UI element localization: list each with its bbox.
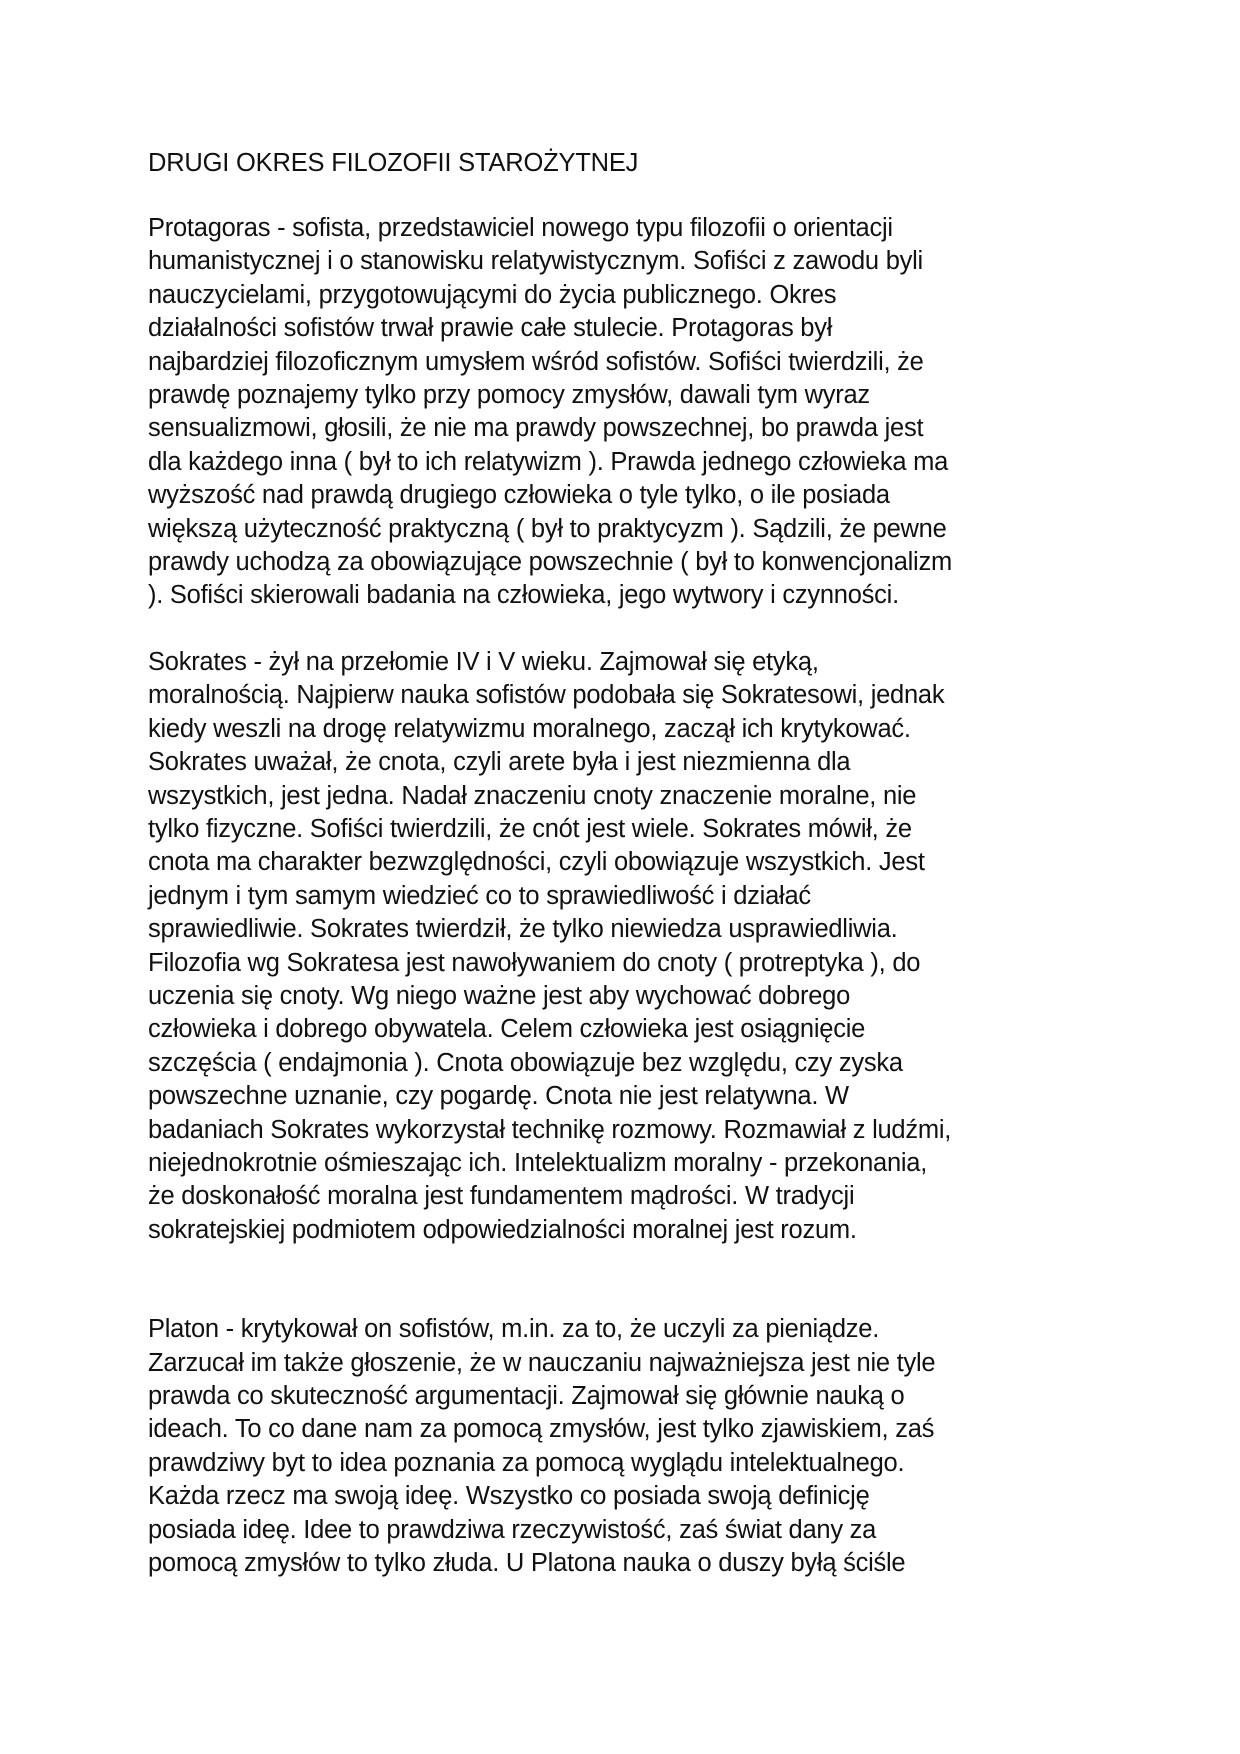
text-line: Sokrates uważał, że cnota, czyli arete była i jest niezmienna dla xyxy=(148,748,851,777)
paragraph-spacer xyxy=(148,1247,1108,1313)
text-line: sprawiedliwie. Sokrates twierdził, że tylko niewiedza usprawiedliwia. xyxy=(148,915,898,944)
paragraph-protagoras xyxy=(148,212,1108,613)
text-line: prawdę poznajemy tylko przy pomocy zmysłów, dawali tym wyraz xyxy=(148,381,870,410)
text-line: badaniach Sokrates wykorzystał technikę rozmowy. Rozmawiał z ludźmi, xyxy=(148,1115,952,1144)
text-line: prawda co skuteczność argumentacji. Zajmował się głównie nauką o xyxy=(148,1382,905,1410)
text-line: sokratejskiej podmiotem odpowiedzialności moralnej jest rozum. xyxy=(148,1215,857,1244)
text-line: szczęścia ( endajmonia ). Cnota obowiązuje bez względu, czy zyska xyxy=(148,1048,903,1077)
text-line: ideach. To co dane nam za pomocą zmysłów, jest tylko zjawiskiem, zaś xyxy=(148,1415,935,1444)
paragraph-spacer xyxy=(148,613,1108,646)
text-line: humanistycznej i o stanowisku relatywistycznym. Sofiści z zawodu byli xyxy=(148,247,923,276)
text-line: moralnością. Najpierw nauka sofistów podobała się Sokratesowi, jednak xyxy=(148,681,945,710)
paragraph-platon xyxy=(148,1313,1108,1580)
text-line: że doskonałość moralna jest fundamentem mądrości. W tradycji xyxy=(148,1182,855,1211)
text-line: działalności sofistów trwał prawie całe stulecie. Protagoras był xyxy=(148,314,833,343)
text-line: Sokrates - żył na przełomie IV i V wieku. Zajmował się etyką, xyxy=(148,647,819,676)
text-line: ). Sofiści skierowali badania na człowieka, jego wytwory i czynności. xyxy=(148,581,899,610)
text-line: prawdziwy byt to idea poznania za pomocą wyglądu intelektualnego. xyxy=(148,1448,905,1477)
text-line: wyższość nad prawdą drugiego człowieka o tyle tylko, o ile posiada xyxy=(148,481,890,510)
text-line: najbardziej filozoficznym umysłem wśród sofistów. Sofiści twierdzili, że xyxy=(148,347,924,376)
text-line: Filozofia wg Sokratesa jest nawoływaniem do cnoty ( protreptyka ), do xyxy=(148,948,921,977)
text-line: większą użyteczność praktyczną ( był to praktycyzm ). Sądzili, że pewne xyxy=(148,514,947,543)
text-line: prawdy uchodzą za obowiązujące powszechnie ( był to konwencjonalizm xyxy=(148,548,952,577)
text-line: posiada ideę. Idee to prawdziwa rzeczywistość, zaś świat dany za xyxy=(148,1515,877,1544)
text-line: wszystkich, jest jedna. Nadał znaczeniu cnoty znaczenie moralne, nie xyxy=(148,781,917,810)
text-line: nauczycielami, przygotowującymi do życia publicznego. Okres xyxy=(148,280,837,309)
text-line: tylko fizyczne. Sofiści twierdzili, że cnót jest wiele. Sokrates mówił, że xyxy=(148,814,912,843)
text-line: kiedy weszli na drogę relatywizmu moralnego, zaczął ich krytykować. xyxy=(148,714,911,743)
text-line: uczenia się cnoty. Wg niego ważne jest aby wychować dobrego xyxy=(148,981,851,1010)
text-line: Każda rzecz ma swoją ideę. Wszystko co posiada swoją definicję xyxy=(148,1482,870,1511)
document-title: DRUGI OKRES FILOZOFII STAROŻYTNEJ xyxy=(148,149,639,177)
text-line: sensualizmowi, głosili, że nie ma prawdy powszechnej, bo prawda jest xyxy=(148,414,924,443)
text-line: pomocą zmysłów to tylko złuda. U Platona nauka o duszy byłą ściśle xyxy=(148,1549,906,1578)
text-line: człowieka i dobrego obywatela. Celem człowieka jest osiągnięcie xyxy=(148,1015,866,1044)
text-line: cnota ma charakter bezwzględności, czyli obowiązuje wszystkich. Jest xyxy=(148,848,925,877)
paragraph-sokrates xyxy=(148,646,1108,1247)
document-page xyxy=(148,146,1108,1580)
text-line: Protagoras - sofista, przedstawiciel nowego typu filozofii o orientacji xyxy=(148,214,893,242)
text-line: niejednokrotnie ośmieszając ich. Intelektualizm moralny - przekonania, xyxy=(148,1148,928,1177)
text-line: dla każdego inna ( był to ich relatywizm ). Prawda jednego człowieka ma xyxy=(148,447,949,476)
text-line: jednym i tym samym wiedzieć co to sprawiedliwość i działać xyxy=(148,881,811,910)
text-line: Platon - krytykował on sofistów, m.in. za to, że uczyli za pieniądze. xyxy=(148,1315,880,1344)
text-line: Zarzucał im także głoszenie, że w nauczaniu najważniejsza jest nie tyle xyxy=(148,1348,936,1377)
text-line: powszechne uznanie, czy pogardę. Cnota nie jest relatywna. W xyxy=(148,1082,849,1111)
